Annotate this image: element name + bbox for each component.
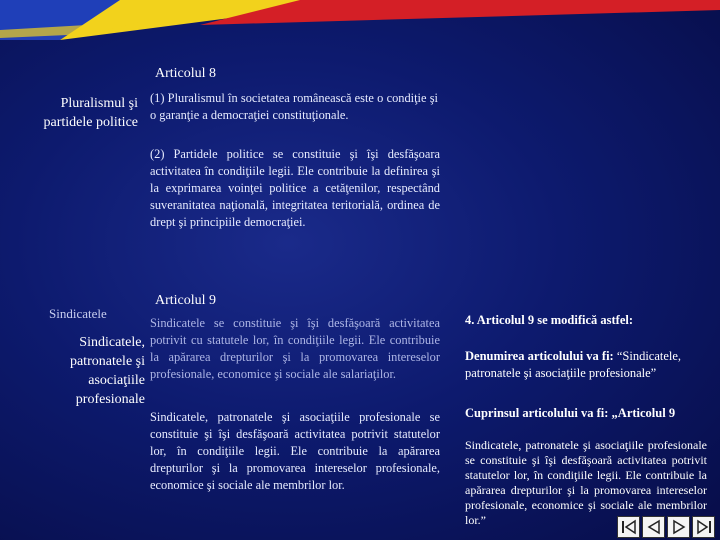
last-slide-button[interactable]	[692, 516, 715, 538]
article-8-paragraph-2: (2) Partidele politice se constituie şi îşi desfăşoara activitatea în condiţiile legii. Ele contribuie la definirea şi la exprimarea voinţei politice a cetăţenilor, respectând suveranitatea naţională, integritatea teritorială, ordinea de drept şi principiile democraţiei.	[150, 147, 440, 229]
first-slide-icon	[620, 519, 638, 535]
amendment-name	[465, 348, 710, 382]
article-9-title-line: Sindicatele,	[79, 335, 145, 350]
slide-navigation	[617, 516, 715, 540]
amendment-content-text: Sindicatele, patronatele şi asociaţiile profesionale se constituie şi îşi desfăşoară activitatea potrivit statutelor lor, în condiţiile legii. Ele contribuie la apărarea drepturilor şi la promovarea intereselor profesionale, economice şi sociale ale membrilor lor.”	[465, 438, 707, 527]
next-slide-icon	[670, 519, 688, 535]
amendment-name-text: “Sindicatele, patronatele şi asociaţiile profesionale”	[465, 349, 682, 380]
previous-slide-icon	[645, 519, 663, 535]
article-9-title	[10, 333, 145, 409]
first-slide-button[interactable]	[617, 516, 640, 538]
article-9-title-line: asociaţiile	[88, 373, 145, 388]
previous-slide-button[interactable]	[642, 516, 665, 538]
last-slide-icon	[695, 519, 713, 535]
amendment-heading: 4. Articolul 9 se modifică astfel:	[465, 313, 634, 327]
amendment-name-label: Denumirea articolului va fi:	[465, 349, 614, 363]
article-9-title-line: profesionale	[75, 392, 145, 407]
article-9-original-text: Sindicatele se constituie şi îşi desfăşoară activitatea potrivit cu statutele lor, în condiţiile legii. Ele contribuie la apărarea drepturilor şi la promovarea intereselor profesionale, economice şi sociale ale salariaţilor.	[150, 316, 440, 381]
article-8-title-line: Pluralismul şi	[60, 96, 138, 111]
article-8-title	[10, 94, 138, 132]
next-slide-button[interactable]	[667, 516, 690, 538]
article-9-heading: Articolul 9	[155, 293, 217, 308]
article-8-title-line: partidele politice	[43, 115, 138, 130]
article-8-paragraph-1: (1) Pluralismul în societatea românească este o condiţie şi o garanţie a democraţiei constituţionale.	[150, 91, 438, 122]
article-9-title-line: patronatele şi	[69, 354, 145, 369]
article-8-heading: Articolul 8	[155, 66, 217, 81]
tricolor-flag-decoration	[0, 0, 720, 40]
article-9-amended-text: Sindicatele, patronatele şi asociaţiile profesionale se constituie şi îşi desfăşoară activitatea potrivit statutelor lor, în condiţiile legii. Ele contribuie la apărarea drepturilor şi la promovarea intereselor profesionale, economice şi sociale ale membrilor lor.	[150, 410, 440, 492]
sindicatele-side-label: Sindicatele	[49, 306, 107, 321]
amendment-content-label: Cuprinsul articolului va fi: „Articolul 9	[465, 406, 676, 420]
